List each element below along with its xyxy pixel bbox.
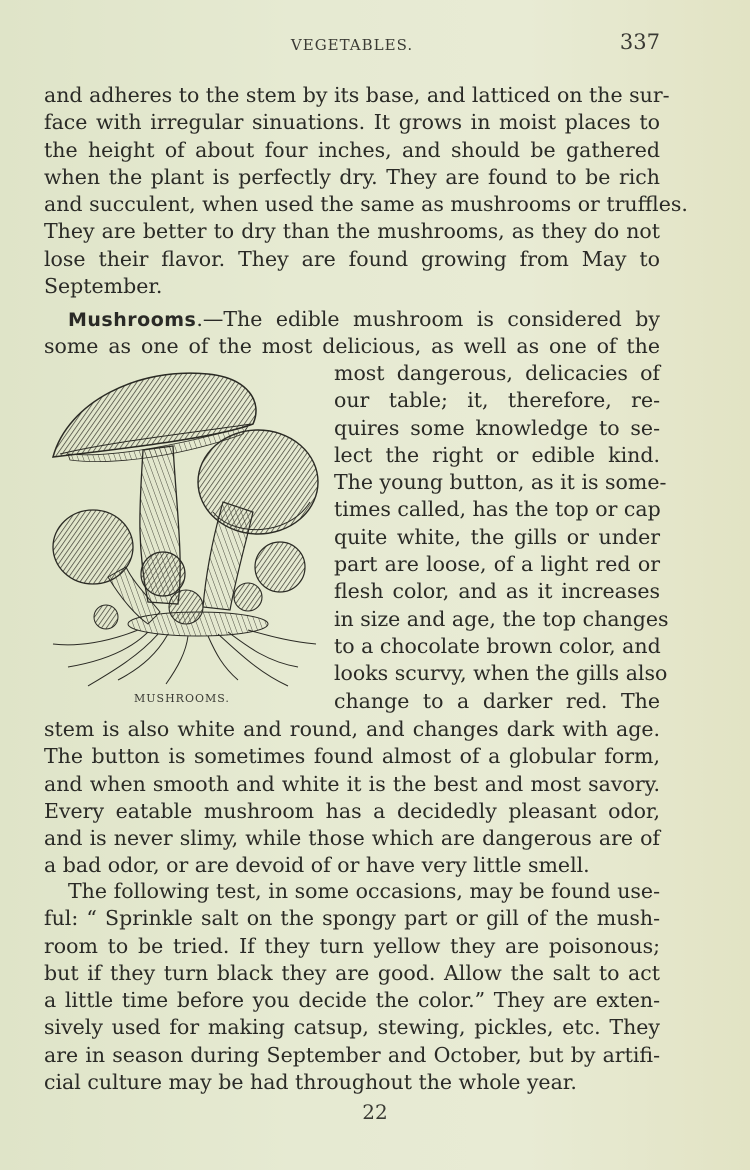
text-line: a bad odor, or are devoid of or have very little smell. (44, 853, 590, 878)
text-line: room to be tried. If they turn yellow they are poisonous; (44, 933, 660, 958)
text-line: to a chocolate brown color, and (334, 633, 661, 658)
text-line: part are loose, of a light red or (334, 552, 660, 577)
text-line: in size and age, the top changes (334, 606, 669, 631)
text-line: quires some knowledge to se- (334, 415, 660, 440)
text-line: sively used for making catsup, stewing, pickles, etc. They (44, 1015, 660, 1040)
page-header (44, 30, 660, 58)
mushroom-illustration (48, 362, 323, 712)
text-line: our table; it, therefore, re- (334, 388, 660, 413)
text-line: flesh color, and as it increases (334, 579, 660, 604)
text-line: cial culture may be had throughout the whole year. (44, 1070, 577, 1095)
text-line: when the plant is perfectly dry. They are found to be rich (44, 164, 660, 189)
text-line: and succulent, when used the same as mushrooms or truffles. (44, 192, 688, 217)
text-line: a little time before you decide the color.” They are exten- (44, 988, 660, 1013)
text-line: most dangerous, delicacies of (334, 361, 660, 385)
test-paragraph (44, 878, 660, 1096)
text-line: and is never slimy, while those which are dangerous are of (44, 826, 660, 851)
wrapped-text-column (334, 360, 669, 715)
text-line: September. (44, 274, 163, 299)
running-head: VEGETABLES. (290, 36, 414, 54)
text-line: ful: “ Sprinkle salt on the spongy part or gill of the mush- (44, 906, 660, 931)
text-line: lect the right or edible kind. (334, 442, 660, 467)
section-heading-line (44, 306, 660, 333)
text-line: The young button, as it is some- (334, 470, 667, 495)
text-line: stem is also white and round, and changes dark with age. (44, 717, 660, 741)
figure-caption: MUSHROOMS. (134, 692, 230, 705)
text-line: times called, has the top or cap (334, 497, 661, 522)
text-line: The following test, in some occasions, may be found use- (68, 879, 660, 903)
text-line: and adheres to the stem by its base, and latticed on the sur- (44, 83, 670, 107)
page-number: 337 (619, 30, 660, 54)
text-line: and when smooth and white it is the best and most savory. (44, 771, 660, 796)
mushroom-engraving-icon (48, 362, 323, 692)
text-line: change to a darker red. The (334, 688, 660, 713)
section-heading-rest: .—The edible mushroom is considered by (196, 307, 660, 331)
text-line: Every eatable mushroom has a decidedly pleasant odor, (44, 798, 660, 823)
mushroom-section-continued (44, 716, 660, 880)
section-heading: Mushrooms (68, 309, 197, 331)
text-line: quite white, the gills or under (334, 524, 660, 549)
text-line: are in season during September and October, but by artifi- (44, 1042, 660, 1067)
text-line: but if they turn black they are good. Allow the salt to act (44, 960, 660, 985)
text-line: the height of about four inches, and should be gathered (44, 137, 660, 162)
text-line: face with irregular sinuations. It grows in moist places to (44, 110, 660, 135)
text-line: some as one of the most delicious, as well as one of the (44, 334, 660, 359)
text-line: lose their flavor. They are found growing from May to (44, 246, 660, 271)
signature-mark: 22 (362, 1100, 388, 1124)
text-line: They are better to dry than the mushrooms, as they do not (44, 219, 660, 244)
text-line: The button is sometimes found almost of a globular form, (44, 744, 660, 769)
text-line: looks scurvy, when the gills also (334, 661, 668, 686)
mushroom-section-start (44, 306, 660, 361)
top-paragraph (44, 82, 688, 300)
